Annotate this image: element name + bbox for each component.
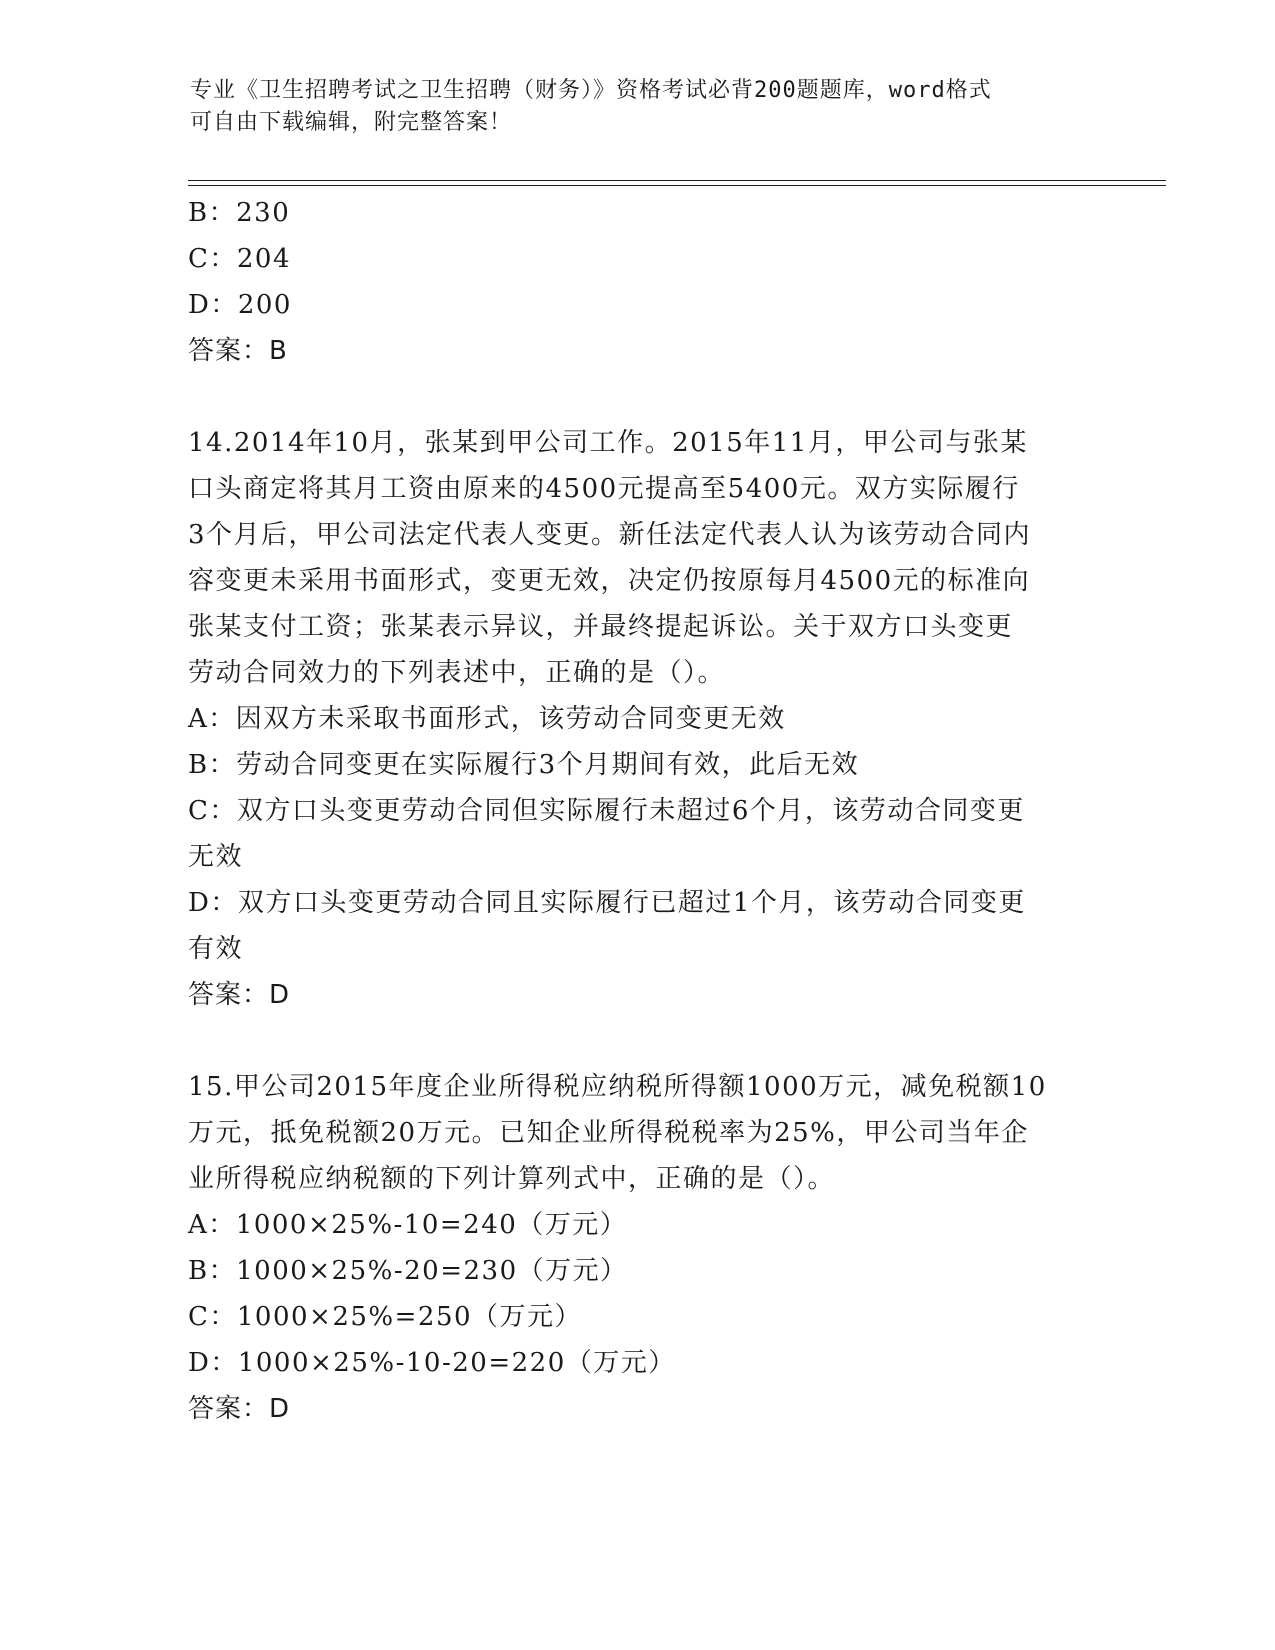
stem-line: 15.甲公司2015年度企业所得税应纳税所得额1000万元，减免税额10 [188,1072,1047,1102]
question-15-answer: 答案：D [188,1394,291,1424]
question-15-options [188,1202,1088,1386]
option-d: D：200 [188,290,292,320]
header-line: 专业《卫生招聘考试之卫生招聘（财务）》资格考试必背200题题库，word格式 [190,78,992,103]
stem-line: 张某支付工资；张某表示异议，并最终提起诉讼。关于双方口头变更 [188,612,1014,642]
spacer [188,1018,1088,1064]
spacer [188,374,1088,420]
question-14 [188,420,1088,1018]
option-c: C：双方口头变更劳动合同但实际履行未超过6个月，该劳动合同变更 [188,796,1025,826]
option-a: A：因双方未采取书面形式，该劳动合同变更无效 [188,704,786,734]
header-divider-top [188,180,1166,181]
stem-line: 3个月后，甲公司法定代表人变更。新任法定代表人认为该劳动合同内 [188,520,1032,550]
stem-line: 容变更未采用书面形式，变更无效，决定仍按原每月4500元的标准向 [188,566,1031,596]
stem-line: 14.2014年10月，张某到甲公司工作。2015年11月，甲公司与张某 [188,428,1028,458]
option-c-cont: 无效 [188,842,244,872]
stem-line: 劳动合同效力的下列表述中，正确的是（）。 [188,658,726,688]
option-d: D：双方口头变更劳动合同且实际履行已超过1个月，该劳动合同变更 [188,888,1026,918]
option-b: B：1000×25%-20=230（万元） [188,1256,628,1286]
question-14-options [188,696,1088,972]
option-c: C：1000×25%=250（万元） [188,1302,583,1332]
stem-line: 业所得税应纳税额的下列计算列式中，正确的是（）。 [188,1164,836,1194]
header-line: 可自由下载编辑，附完整答案！ [190,110,513,135]
question-15-stem [188,1064,1088,1202]
document-body [188,190,1088,1432]
option-a: A：1000×25%-10=240（万元） [188,1210,628,1240]
stem-line: 万元，抵免税额20万元。已知企业所得税税率为25%，甲公司当年企 [188,1118,1029,1148]
option-c: C：204 [188,244,292,274]
option-b: B：230 [188,198,291,228]
stem-line: 口头商定将其月工资由原来的4500元提高至5400元。双方实际履行 [188,474,1020,504]
header-divider-bottom [188,185,1166,186]
question-14-answer: 答案：D [188,980,291,1010]
document-header [190,75,1090,139]
question-14-stem [188,420,1088,696]
option-d-cont: 有效 [188,934,244,964]
prev-question-answer: 答案：B [188,336,288,366]
option-d: D：1000×25%-10-20=220（万元） [188,1348,676,1378]
option-b: B：劳动合同变更在实际履行3个月期间有效，此后无效 [188,750,860,780]
prev-question-options [188,190,1088,328]
question-15 [188,1064,1088,1432]
